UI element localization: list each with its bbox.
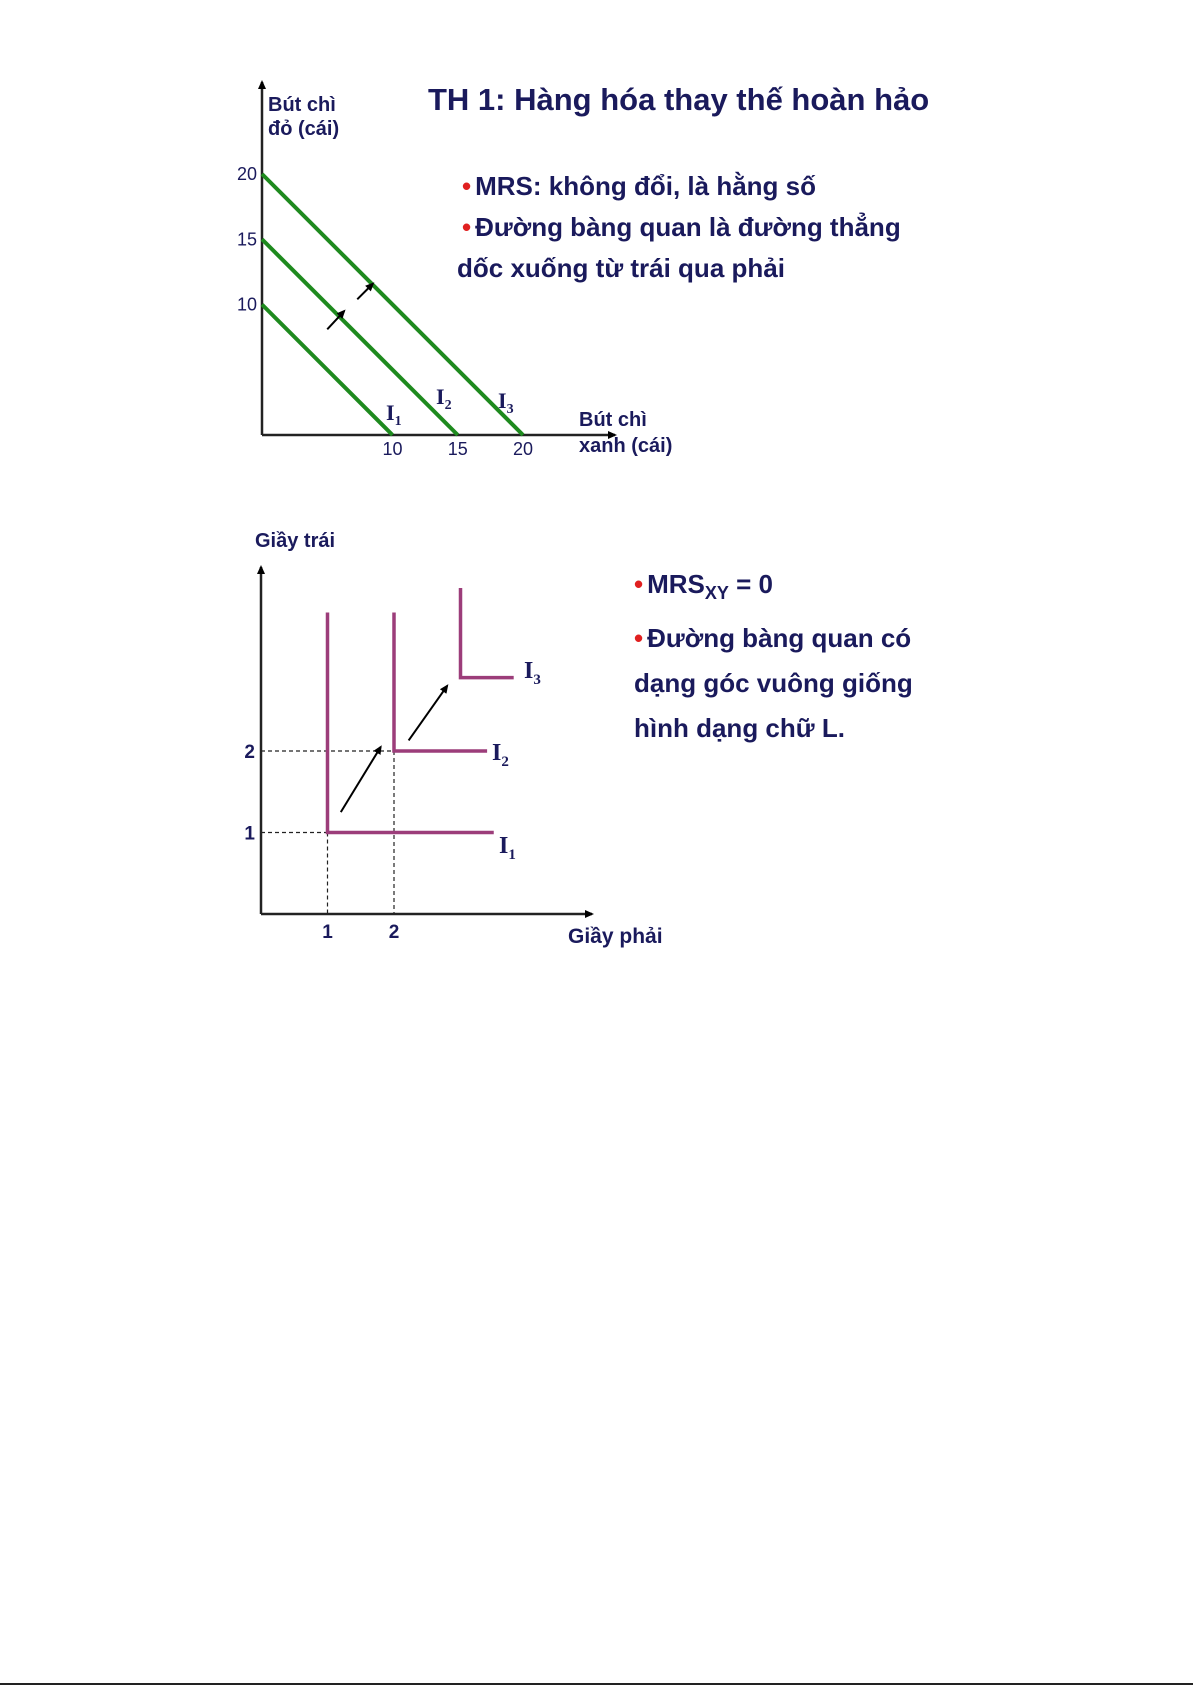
- y-tick-label: 2: [244, 742, 255, 763]
- y-axis-label: Bút chì: [268, 94, 336, 116]
- mrs-subscript: XY: [704, 583, 729, 603]
- x-tick-label: 2: [388, 922, 400, 943]
- bullet-continuation: dốc xuống từ trái qua phải: [457, 253, 785, 283]
- x-axis-label: xanh (cái): [579, 435, 673, 457]
- bullet-text: Đường bàng quan là đường thẳng: [475, 212, 901, 242]
- x-axis-label: Giầy phải: [568, 925, 663, 948]
- indifference-curve-2: [394, 612, 487, 751]
- y-tick-label: 1: [244, 823, 255, 845]
- x-tick-label: 20: [512, 439, 534, 459]
- curve-label-1: $I_1$: [386, 400, 402, 429]
- y-tick-label: 20: [236, 164, 257, 184]
- bullet-item: [462, 166, 901, 207]
- y-axis-label: đỏ (cái): [268, 118, 340, 140]
- mrs-value: = 0: [728, 569, 773, 599]
- bullet-item: [634, 616, 974, 661]
- bullet-dot-icon: •: [462, 171, 472, 201]
- x-axis-label: Bút chì: [579, 409, 647, 431]
- y-tick-label: 10: [236, 294, 257, 315]
- indifference-curve-3: [461, 588, 514, 678]
- indifference-curve-2: [262, 239, 458, 435]
- x-tick-label: 10: [382, 439, 403, 459]
- bullet-dot-icon: •: [462, 212, 472, 242]
- shift-arrow-2: [409, 686, 448, 741]
- bullet-item: [462, 207, 901, 248]
- curve-label-2: $I_2$: [436, 384, 452, 413]
- complements-bullet-list: [634, 562, 974, 751]
- shift-arrow-1: [341, 747, 381, 812]
- curve-label-1: $I_1$: [499, 833, 516, 863]
- bullet-text: Đường bàng quan có: [647, 623, 912, 653]
- mrs-label: MRS: [647, 569, 705, 599]
- y-axis-label: Giầy trái: [255, 530, 336, 552]
- curve-label-2: $I_2$: [492, 740, 509, 770]
- substitutes-bullet-list: [457, 166, 901, 289]
- shift-arrow-2: [357, 284, 373, 300]
- bullet-continuation: dạng góc vuông giống: [634, 668, 913, 698]
- bullet-dot-icon: •: [634, 569, 644, 599]
- bullet-continuation: hình dạng chữ L.: [634, 713, 845, 743]
- bullet-item: [634, 562, 974, 616]
- curve-label-3: $I_3$: [498, 388, 514, 417]
- bullet-text: MRS: không đổi, là hằng số: [475, 171, 816, 201]
- indifference-curve-1: [262, 305, 393, 436]
- curve-label-3: $I_3$: [524, 658, 541, 688]
- x-tick-label: 1: [322, 922, 333, 943]
- y-tick-label: 15: [236, 229, 257, 250]
- x-tick-label: 15: [447, 439, 468, 459]
- bullet-dot-icon: •: [634, 623, 644, 653]
- indifference-curve-1: [328, 612, 494, 832]
- page-title: TH 1: Hàng hóa thay thế hoàn hảo: [428, 82, 930, 117]
